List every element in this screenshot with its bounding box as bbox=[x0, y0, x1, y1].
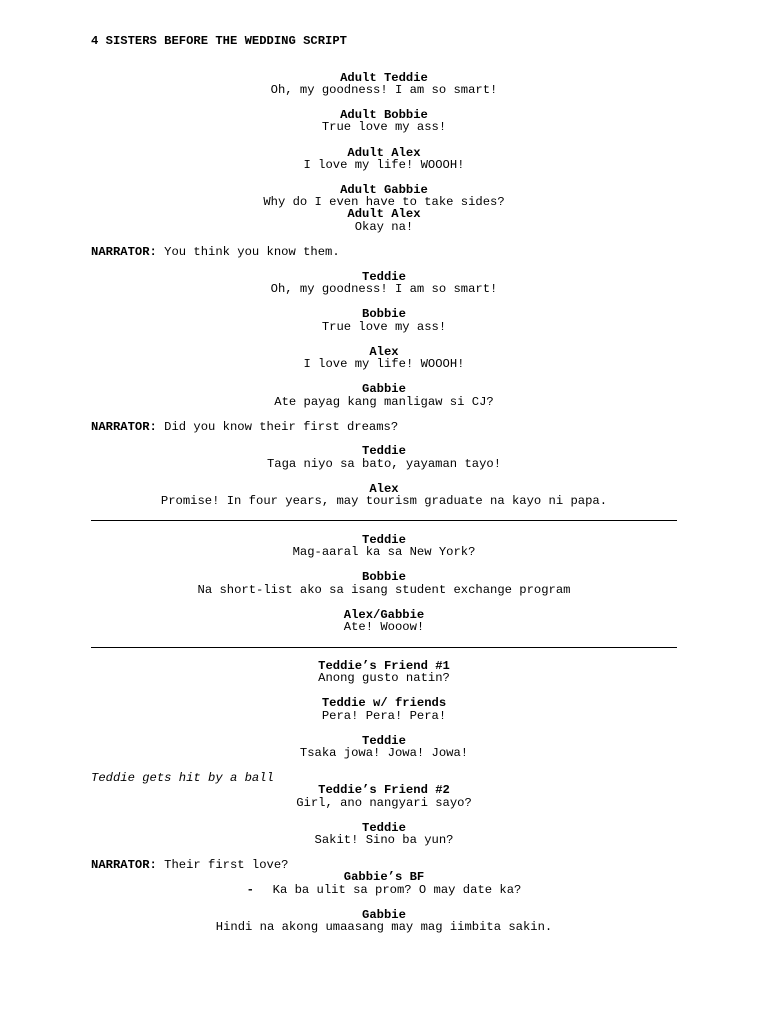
stage-direction: Teddie gets hit by a ball bbox=[91, 771, 274, 785]
speaker-name: Gabbie bbox=[362, 382, 406, 396]
speaker-name: Bobbie bbox=[362, 307, 406, 321]
speaker-name: Gabbie bbox=[362, 908, 406, 922]
dialogue-line: Taga niyo sa bato, yayaman tayo! bbox=[266, 457, 502, 471]
speaker-name: Gabbie’s BF bbox=[343, 870, 425, 884]
dialogue-line: Ate! Wooow! bbox=[343, 620, 425, 634]
dialogue-line: Promise! In four years, may tourism graduate na kayo ni papa. bbox=[160, 494, 608, 508]
scene-divider bbox=[91, 647, 677, 648]
speaker-name: Alex bbox=[369, 345, 399, 359]
speaker-name: Teddie w/ friends bbox=[321, 696, 447, 710]
speaker-name: Adult Alex bbox=[347, 146, 421, 160]
narrator-label: NARRATOR: bbox=[91, 420, 157, 434]
dialogue-line: True love my ass! bbox=[321, 320, 447, 334]
dialogue-line: Hindi na akong umaasang may mag iimbita sakin. bbox=[215, 920, 553, 934]
dialogue-line: Pera! Pera! Pera! bbox=[321, 709, 447, 723]
dialogue-line: Oh, my goodness! I am so smart! bbox=[270, 282, 498, 296]
speaker-name: Adult Teddie bbox=[340, 71, 428, 85]
dash-bullet: - bbox=[246, 883, 254, 897]
speaker-name: Teddie bbox=[362, 533, 406, 547]
dialogue-line: I love my life! WOOOH! bbox=[303, 158, 465, 172]
speaker-name: Adult Alex bbox=[347, 207, 421, 221]
dialogue-line: Girl, ano nangyari sayo? bbox=[296, 796, 472, 810]
speaker-name: Teddie’s Friend #1 bbox=[318, 659, 450, 673]
narrator-text: You think you know them. bbox=[156, 245, 340, 259]
speaker-name: Teddie bbox=[362, 270, 406, 284]
narrator-line bbox=[91, 420, 711, 434]
speaker-name: Teddie’s Friend #2 bbox=[318, 783, 450, 797]
speaker-name: Adult Gabbie bbox=[340, 183, 428, 197]
dialogue-line: Ka ba ulit sa prom? O may date ka? bbox=[272, 883, 522, 897]
dialogue-line: Okay na! bbox=[354, 220, 414, 234]
dialogue-line: I love my life! WOOOH! bbox=[303, 357, 465, 371]
narrator-text: Did you know their first dreams? bbox=[156, 420, 399, 434]
narrator-line bbox=[91, 245, 711, 259]
narrator-text: Their first love? bbox=[156, 858, 289, 872]
speaker-name: Alex/Gabbie bbox=[343, 608, 425, 622]
dialogue-line: Mag-aaral ka sa New York? bbox=[292, 545, 476, 559]
dialogue-line: Oh, my goodness! I am so smart! bbox=[270, 83, 498, 97]
dialogue-line: True love my ass! bbox=[321, 120, 447, 134]
speaker-name: Bobbie bbox=[362, 570, 406, 584]
script-title: 4 SISTERS BEFORE THE WEDDING SCRIPT bbox=[91, 34, 347, 48]
speaker-name: Adult Bobbie bbox=[340, 108, 428, 122]
dialogue-line: Na short-list ako sa isang student exchange program bbox=[197, 583, 571, 597]
speaker-name: Alex bbox=[369, 482, 399, 496]
scene-divider bbox=[91, 520, 677, 521]
dialogue-line: Why do I even have to take sides? bbox=[263, 195, 505, 209]
dialogue-line: Sakit! Sino ba yun? bbox=[314, 833, 454, 847]
narrator-label: NARRATOR: bbox=[91, 858, 157, 872]
narrator-label: NARRATOR: bbox=[91, 245, 157, 259]
dialogue-line: Ate payag kang manligaw si CJ? bbox=[274, 395, 494, 409]
speaker-name: Teddie bbox=[362, 734, 406, 748]
dialogue-line: Tsaka jowa! Jowa! Jowa! bbox=[299, 746, 469, 760]
dialogue-line: Anong gusto natin? bbox=[318, 671, 450, 685]
speaker-name: Teddie bbox=[362, 821, 406, 835]
speaker-name: Teddie bbox=[362, 444, 406, 458]
bulleted-dialogue-line bbox=[91, 883, 677, 897]
